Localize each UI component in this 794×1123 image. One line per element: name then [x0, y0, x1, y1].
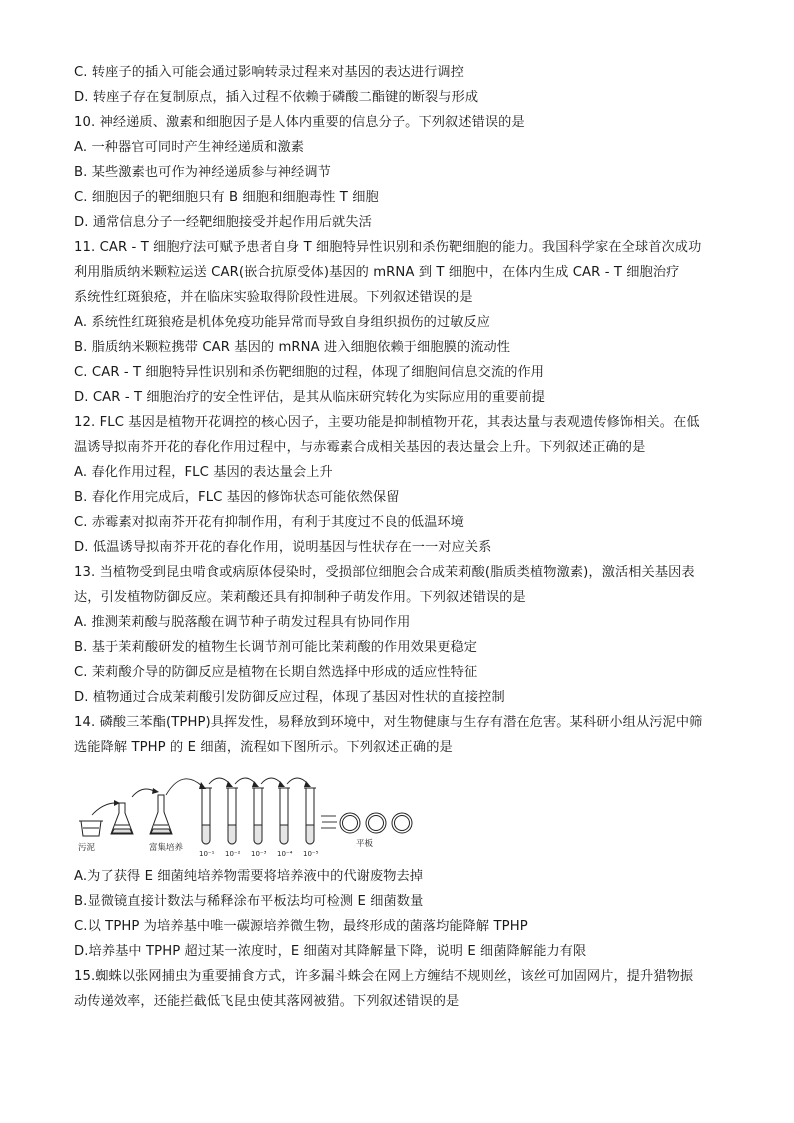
text-line: A. 推测茉莉酸与脱落酸在调节种子萌发过程具有协同作用 [74, 615, 411, 630]
tube-2-icon [226, 788, 238, 844]
text-line: C. 转座子的插入可能会通过影响转录过程来对基因的表达进行调控 [74, 65, 464, 80]
text-line: C. 细胞因子的靶细胞只有 B 细胞和细胞毒性 T 细胞 [74, 190, 379, 205]
sludge-beaker-icon [79, 821, 103, 836]
question-13-stem: 13. 当植物受到昆虫啃食或病原体侵染时，受损部位细胞会合成茉莉酸(脂质类植物激素)，激活相关基因表 [74, 565, 695, 580]
label-enrichment: 富集培养 [149, 843, 184, 853]
text-line: 动传递效率，还能拦截低飞昆虫使其落网被猎。下列叙述错误的是 [74, 994, 460, 1009]
petri-plates [340, 813, 412, 833]
text-line: 选能降解 TPHP 的 E 细菌，流程如下图所示。下列叙述正确的是 [74, 740, 453, 755]
text-line: D. 通常信息分子一经靶细胞接受并起作用后就失活 [74, 215, 372, 230]
text-line: A. 春化作用过程，FLC 基因的表达量会上升 [74, 465, 333, 480]
enrichment-flask-2-icon [150, 795, 172, 834]
question-11-stem: 11. CAR - T 细胞疗法可赋予患者自身 T 细胞特异性识别和杀伤靶细胞的能力。我国科学家在全球首次成功 [74, 240, 702, 255]
text-line: D. 低温诱导拟南芥开花的春化作用，说明基因与性状存在一一对应关系 [74, 540, 492, 555]
text-line: C. 茉莉酸介导的防御反应是植物在长期自然选择中形成的适应性特征 [74, 665, 478, 680]
text-line: A. 系统性红斑狼疮是机体免疫功能异常而导致自身组织损伤的过敏反应 [74, 315, 491, 330]
text-line: C. 赤霉素对拟南芥开花有抑制作用，有利于其度过不良的低温环境 [74, 515, 464, 530]
dilution-label-2: 10⁻² [225, 850, 241, 858]
text-line: D. CAR - T 细胞治疗的安全性评估，是其从临床研究转化为实际应用的重要前提 [74, 390, 546, 405]
plate-3-icon [392, 813, 412, 833]
text-line: C. CAR - T 细胞特异性识别和杀伤靶细胞的过程，体现了细胞间信息交流的作用 [74, 365, 545, 380]
dilution-tubes [200, 788, 316, 844]
text-line: A.为了获得 E 细菌纯培养物需要将培养液中的代谢废物去掉 [74, 869, 424, 884]
text-line: D. 转座子存在复制原点，插入过程不依赖于磷酸二酯键的断裂与形成 [74, 90, 479, 105]
dilution-label-4: 10⁻⁴ [277, 850, 293, 858]
enrichment-flask-1-icon [111, 803, 133, 834]
label-sludge: 污泥 [78, 843, 96, 853]
text-line: 系统性红斑狼疮，并在临床实验取得阶段性进展。下列叙述错误的是 [74, 290, 473, 305]
text-line: 温诱导拟南芥开花的春化作用过程中，与赤霉素合成相关基因的表达量会上升。下列叙述正确的是 [74, 440, 646, 455]
tube-5-icon [304, 788, 316, 844]
tube-4-icon [278, 788, 290, 844]
flow-arrows [92, 778, 337, 828]
question-14-stem: 14. 磷酸三苯酯(TPHP)具挥发性，易释放到环境中，对生物健康与生存有潜在危害。某科研小组从污泥中筛 [74, 715, 703, 730]
question-12-stem: 12. FLC 基因是植物开花调控的核心因子，主要功能是抑制植物开花，其表达量与表观遗传修饰相关。在低 [74, 415, 700, 430]
text-line: D. 植物通过合成茉莉酸引发防御反应过程，体现了基因对性状的直接控制 [74, 690, 505, 705]
plate-1-icon [340, 813, 360, 833]
text-line: B. 春化作用完成后，FLC 基因的修饰状态可能依然保留 [74, 490, 400, 505]
screening-flow-diagram [74, 770, 434, 862]
question-15-stem: 15.蜘蛛以张网捕虫为重要捕食方式，许多漏斗蛛会在网上方缠结不规则丝，该丝可加固网片，提升猎物振 [74, 969, 694, 984]
text-line: B. 某些激素也可作为神经递质参与神经调节 [74, 165, 331, 180]
dilution-label-3: 10⁻³ [251, 850, 267, 858]
text-line: B. 基于茉莉酸研发的植物生长调节剂可能比茉莉酸的作用效果更稳定 [74, 640, 478, 655]
tube-3-icon [252, 788, 264, 844]
text-line: B.显微镜直接计数法与稀释涂布平板法均可检测 E 细菌数量 [74, 894, 424, 909]
text-line: D.培养基中 TPHP 超过某一浓度时，E 细菌对其降解量下降，说明 E 细菌降解能力有限 [74, 944, 587, 959]
dilution-label-1: 10⁻¹ [199, 850, 215, 858]
tube-1-icon [200, 788, 212, 844]
plate-2-icon [366, 813, 386, 833]
question-10-stem: 10. 神经递质、激素和细胞因子是人体内重要的信息分子。下列叙述错误的是 [74, 115, 525, 130]
label-plate: 平板 [356, 839, 374, 849]
text-line: 利用脂质纳米颗粒运送 CAR(嵌合抗原受体)基因的 mRNA 到 T 细胞中，在体内生成 CAR - T 细胞治疗 [74, 265, 680, 280]
text-line: C.以 TPHP 为培养基中唯一碳源培养微生物，最终形成的菌落均能降解 TPHP [74, 919, 528, 934]
text-line: 达，引发植物防御反应。茉莉酸还具有抑制种子萌发作用。下列叙述错误的是 [74, 590, 526, 605]
text-line: A. 一种器官可同时产生神经递质和激素 [74, 140, 305, 155]
text-line: B. 脂质纳米颗粒携带 CAR 基因的 mRNA 进入细胞依赖于细胞膜的流动性 [74, 340, 511, 355]
dilution-label-5: 10⁻⁵ [303, 850, 319, 858]
